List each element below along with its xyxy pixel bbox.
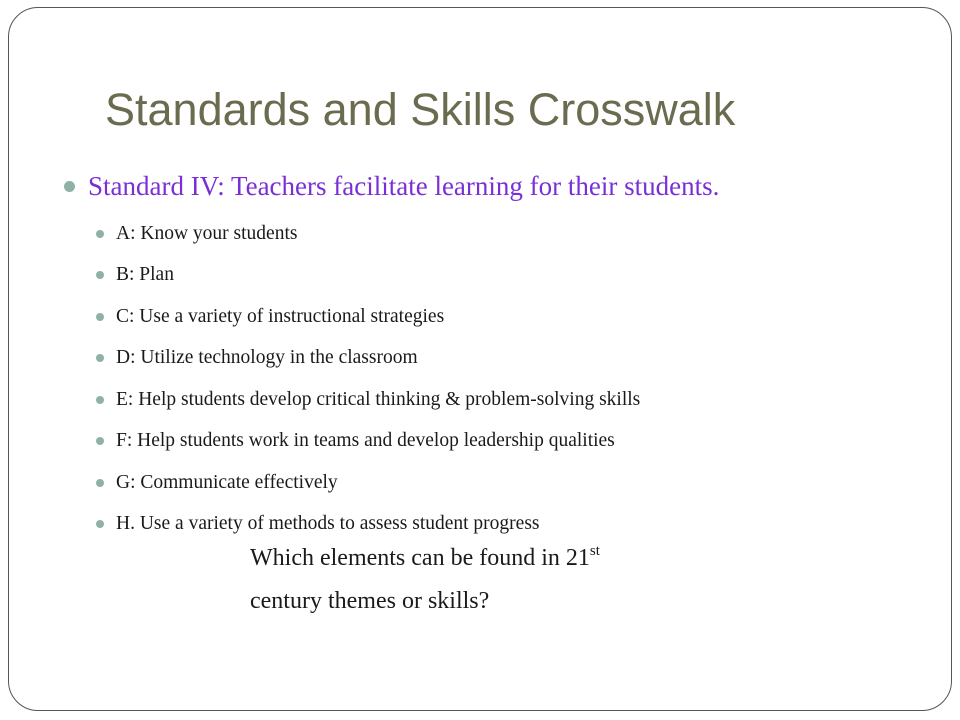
sub-bullet-text: H. Use a variety of methods to assess student progress (116, 513, 540, 535)
sub-bullet-item (96, 338, 640, 380)
ordinal-superscript: st (589, 543, 600, 559)
sub-bullet-item (96, 421, 640, 463)
bullet-dot-icon (96, 354, 104, 362)
sub-bullet-text: C: Use a variety of instructional strategies (116, 305, 445, 327)
bullet-dot-icon (96, 479, 104, 487)
sub-bullet-text: B: Plan (116, 264, 174, 286)
sub-bullet-text: F: Help students work in teams and develop leadership qualities (116, 430, 615, 452)
slide-title: Standards and Skills Crosswalk (105, 84, 736, 135)
bullet-dot-icon (96, 230, 104, 238)
bullet-dot-icon (96, 520, 104, 528)
bullet-dot-icon (96, 313, 104, 321)
sub-bullet-text: E: Help students develop critical thinking & problem-solving skills (116, 388, 641, 410)
question-line-1-text: Which elements can be found in 21 (250, 545, 590, 571)
bullet-dot-icon (96, 437, 104, 445)
sub-bullet-item (96, 296, 640, 338)
sub-bullet-text: A: Know your students (116, 222, 298, 244)
bullet-dot-icon (64, 181, 75, 192)
sub-bullet-list (96, 213, 640, 545)
question-block (250, 537, 600, 623)
question-line-2: century themes or skills? (250, 588, 490, 614)
sub-bullet-item (96, 255, 640, 297)
sub-bullet-text: D: Utilize technology in the classroom (116, 347, 418, 369)
sub-bullet-item (96, 213, 640, 255)
main-bullet-text: Standard IV: Teachers facilitate learning for their students. (88, 171, 720, 201)
sub-bullet-text: G: Communicate effectively (116, 471, 338, 493)
main-bullet (64, 168, 719, 204)
question-line-1 (250, 537, 600, 580)
bullet-dot-icon (96, 271, 104, 279)
bullet-dot-icon (96, 396, 104, 404)
sub-bullet-item (96, 379, 640, 421)
sub-bullet-item (96, 462, 640, 504)
